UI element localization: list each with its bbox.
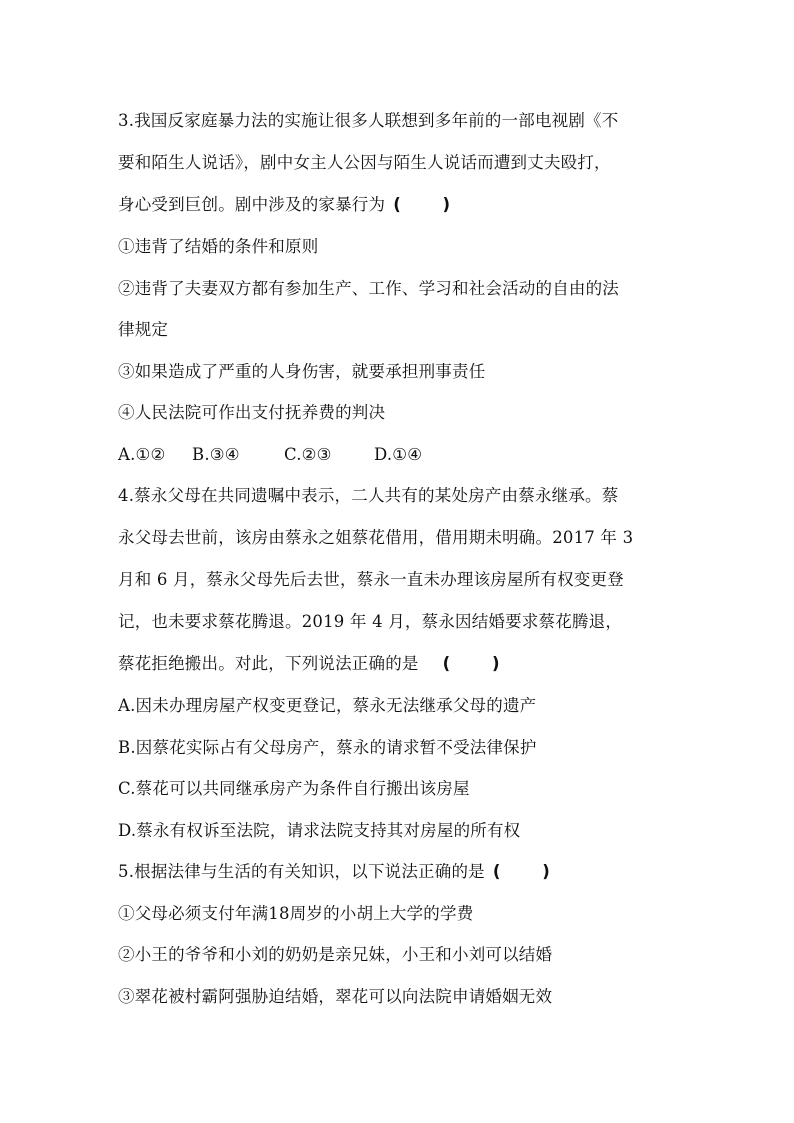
- q5-item-2: ②小王的爷爷和小刘的奶奶是亲兄妹，小王和小刘可以结婚: [118, 945, 553, 964]
- q3-item-2-line-1: ②违背了夫妻双方都有参加生产、工作、学习和社会活动的自由的法: [118, 278, 619, 298]
- q4-option-b: B.因蔡花实际占有父母房产，蔡永的请求暂不受法律保护: [118, 737, 537, 757]
- q3-item-2-line-2: 律规定: [118, 320, 169, 339]
- q4-option-c: C.蔡花可以共同继承房产为条件自行搬出该房屋: [118, 779, 470, 798]
- q3-item-1: ①违背了结婚的条件和原则: [118, 237, 319, 256]
- q3-stem-line-2: 要和陌生人说话》，剧中女主人公因与陌生人说话而遭到丈夫殴打，: [118, 153, 611, 172]
- answer-blank: ( ): [393, 195, 451, 214]
- q5-stem: [118, 851, 680, 893]
- q5-item-1: ①父母必须支付年满18周岁的小胡上大学的学费: [118, 903, 474, 923]
- q3-options: [118, 434, 680, 476]
- q3-option-c: C.②③: [284, 444, 332, 464]
- q4-stem-line-1: 4.蔡永父母在共同遗嘱中表示，二人共有的某处房产由蔡永继承。蔡: [118, 486, 619, 505]
- q3-item-4: ④人民法院可作出支付抚养费的判决: [118, 403, 386, 422]
- question-content: [118, 100, 680, 1017]
- q5-stem-text: 5.根据法律与生活的有关知识，以下说法正确的是: [118, 862, 485, 881]
- q4-stem-line-2: 永父母去世前，该房由蔡永之姐蔡花借用，借用期未明确。2017 年 3: [118, 528, 634, 547]
- q4-stem-text: 蔡花拒绝搬出。对此，下列说法正确的是: [118, 654, 419, 673]
- q4-option-d: D.蔡永有权诉至法院，请求法院支持其对房屋的所有权: [118, 820, 521, 840]
- q3-stem-text: 身心受到巨创。剧中涉及的家暴行为: [118, 195, 386, 214]
- q3-option-d: D.①④: [374, 444, 423, 464]
- answer-blank: ( ): [492, 862, 550, 881]
- answer-blank: ( ): [442, 654, 500, 673]
- q5-item-3: ③翠花被村霸阿强胁迫结婚，翠花可以向法院申请婚姻无效: [118, 986, 553, 1006]
- q3-stem-line-3: [118, 184, 680, 226]
- q4-stem-line-3: 月和 6 月，蔡永父母先后去世，蔡永一直未办理该房屋所有权变更登: [118, 570, 624, 589]
- q3-stem-line-1: 3.我国反家庭暴力法的实施让很多人联想到多年前的一部电视剧《不: [118, 111, 619, 130]
- q3-option-a: A.①②: [118, 444, 166, 464]
- q4-stem-line-4: 记，也未要求蔡花腾退。2019 年 4 月，蔡永因结婚要求蔡花腾退，: [118, 612, 623, 631]
- q3-option-b: B.③④: [192, 444, 240, 464]
- q4-stem-line-5: [118, 643, 680, 685]
- q4-option-a: A.因未办理房屋产权变更登记，蔡永无法继承父母的遗产: [118, 696, 537, 715]
- q3-item-3: ③如果造成了严重的人身伤害，就要承担刑事责任: [118, 361, 486, 381]
